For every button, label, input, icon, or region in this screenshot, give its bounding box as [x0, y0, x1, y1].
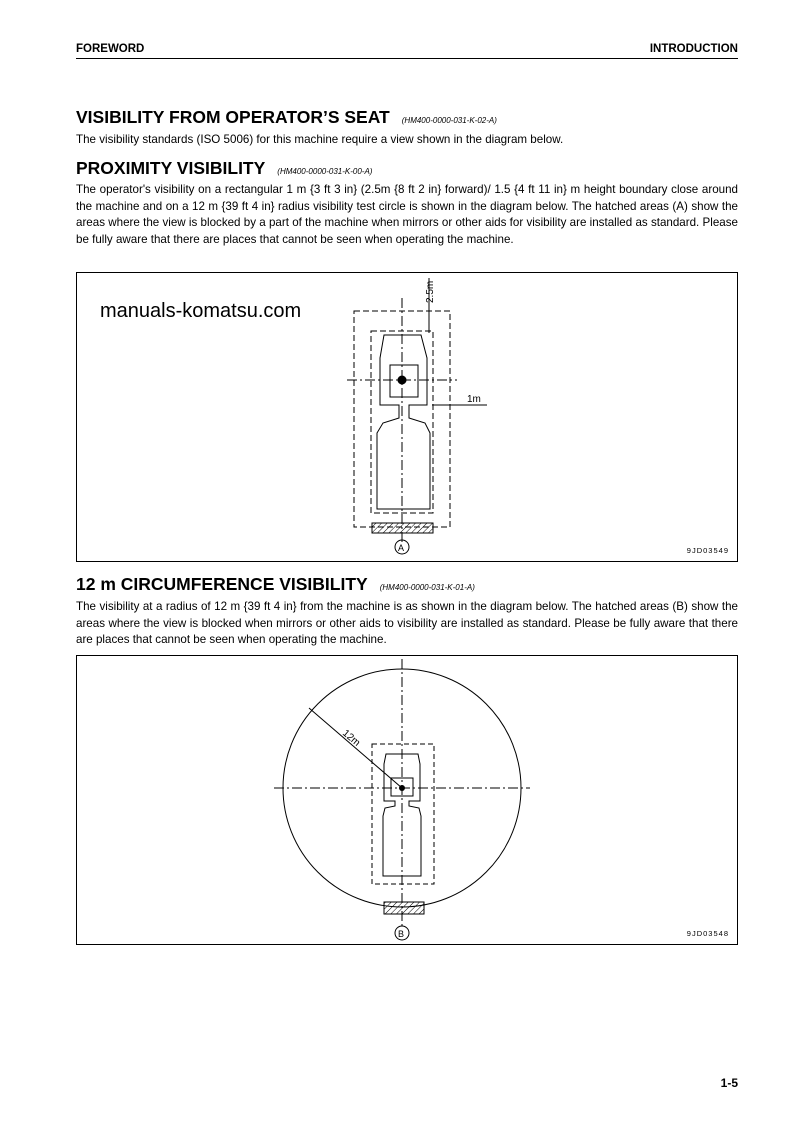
section-title-circumference: 12 m CIRCUMFERENCE VISIBILITY (HM400-0000-031-K-01-A): [76, 574, 475, 594]
machine-outline: [377, 335, 430, 509]
section-text-operator-seat: The visibility standards (ISO 5006) for this machine require a view shown in the diagram below.: [76, 133, 564, 146]
section-title-proximity: PROXIMITY VISIBILITY (HM400-0000-031-K-00-A): [76, 158, 373, 178]
section-text-proximity: The operator's visibility on a rectangular 1 m {3 ft 3 in} (2.5m {8 ft 2 in} forward)/ 1.5 {4 ft 11 in} m height boundary close around the machine and on a 12 m {39 ft 4 in} radius visibility test circle is shown in the diagram below. The hatched areas (A) show the areas where the view is blocked by a part of the machine when mirrors or other aids for visibility are installed as standard. Please be fully aware that there are places that cannot be seen when operating the machine.: [76, 183, 738, 246]
figure-code: 9JD03549: [686, 546, 729, 555]
label-area-a: A: [398, 543, 405, 553]
header-left: FOREWORD: [76, 43, 145, 55]
section-title-operator-seat: VISIBILITY FROM OPERATOR’S SEAT (HM400-0000-031-K-02-A): [76, 107, 497, 127]
page-number: 1-5: [720, 1076, 738, 1090]
section-text-circumference: The visibility at a radius of 12 m {39 ft 4 in} from the machine is as shown in the diagram below. The hatched areas (B) show the areas where the view is blocked when mirrors or other aids to visibility are installed as standard. Please be fully aware that there are places that cannot be seen when operating the machine.: [76, 600, 738, 646]
circumference-diagram: [77, 656, 739, 946]
header-right: INTRODUCTION: [649, 43, 738, 55]
label-side: 1m: [467, 394, 481, 405]
figure-circumference: [76, 655, 738, 945]
label-forward: 2.5m: [425, 280, 436, 303]
label-radius: 12m: [340, 727, 363, 749]
header-rule: [76, 58, 738, 59]
watermark: manuals-komatsu.com: [100, 300, 302, 322]
label-area-b: B: [398, 929, 405, 939]
figure-code: 9JD03548: [686, 929, 729, 938]
